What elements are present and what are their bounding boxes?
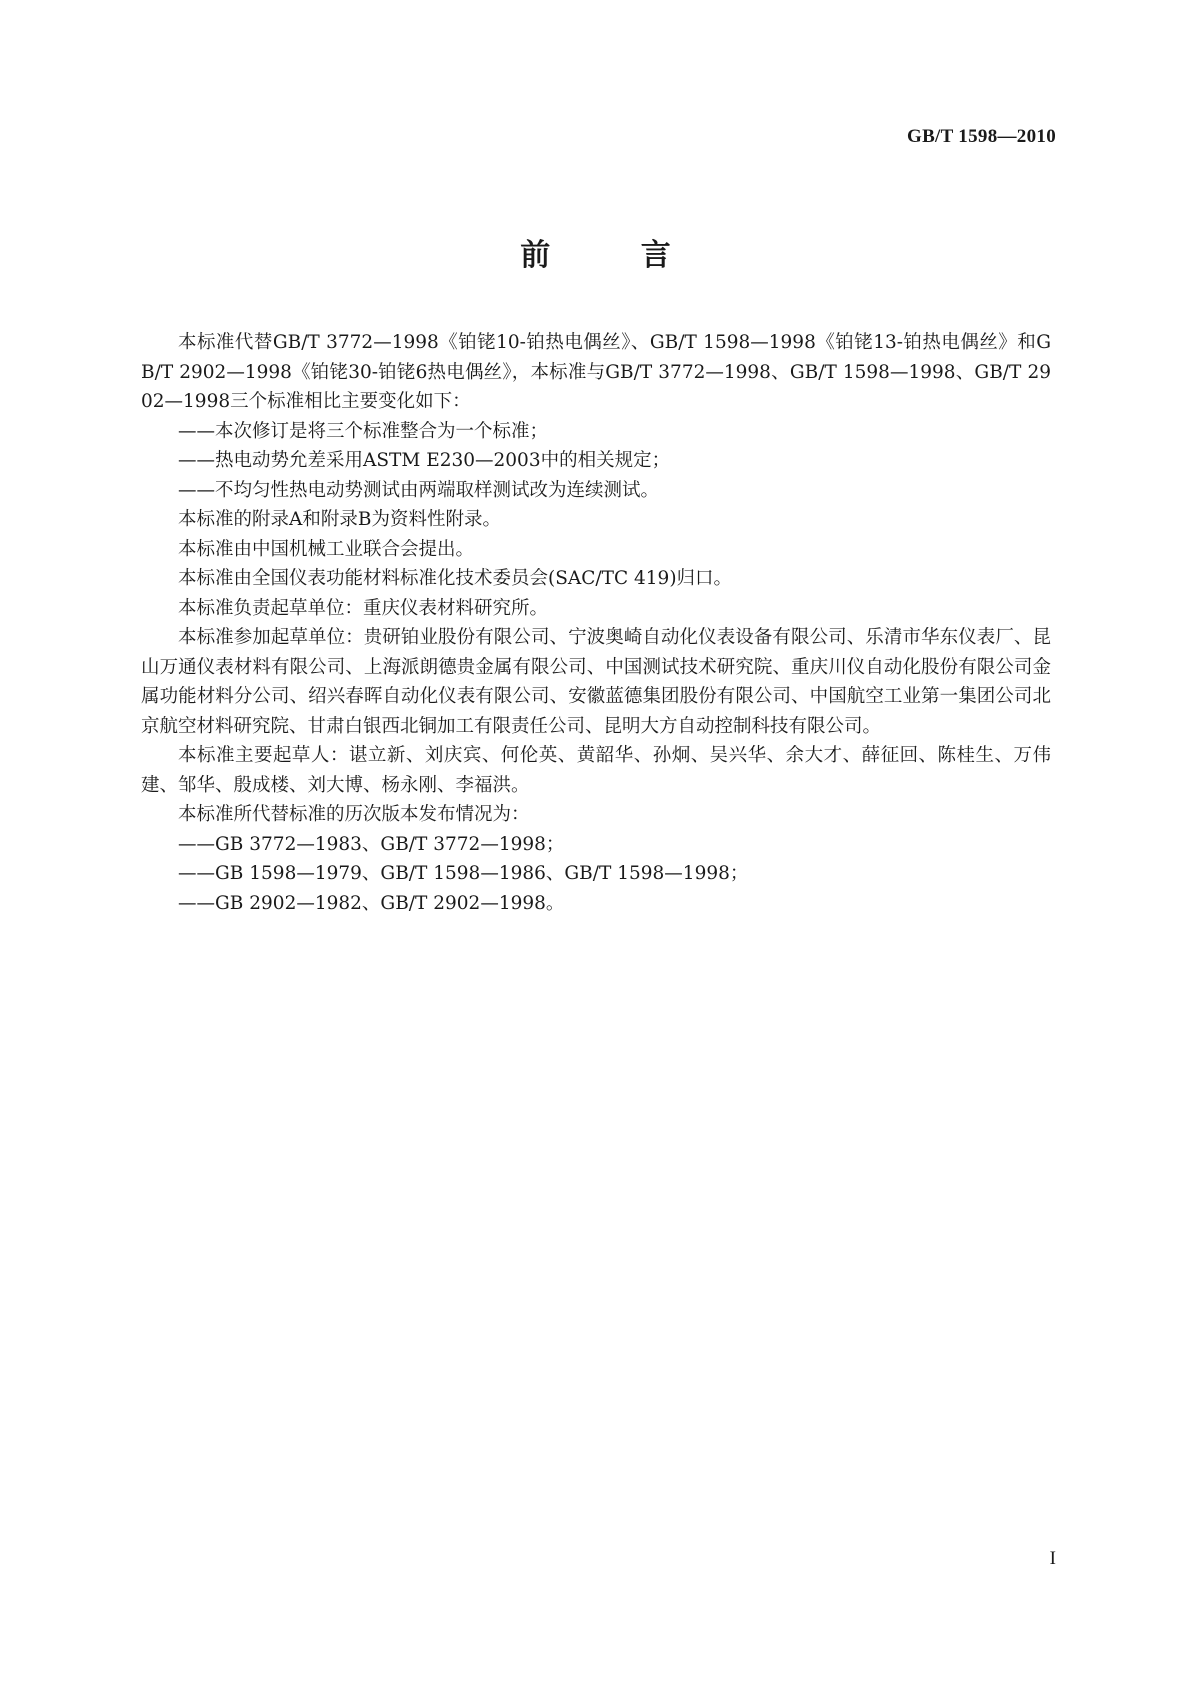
version-history-item-2902: ——GB 2902—1982、GB/T 2902—1998。 xyxy=(178,892,565,914)
paragraph-replacement-notice: 本标准代替GB/T 3772—1998《铂铑10-铂热电偶丝》、GB/T 1598—1998《铂铑13-铂热电偶丝》和GB/T 2902—1998《铂铑30-铂铑6热电偶丝》，本标准与GB/T 3772—1998、GB/T 1598—1998、GB/T 2902—1998三个标准相比主要变化如下： xyxy=(141,332,1051,412)
paragraph-lead-drafter: 本标准负责起草单位：重庆仪表材料研究所。 xyxy=(178,597,549,619)
change-item-merge: ——本次修订是将三个标准整合为一个标准； xyxy=(178,420,549,442)
change-item-inhomogeneity-test: ——不均匀性热电动势测试由两端取样测试改为连续测试。 xyxy=(178,479,660,501)
paragraph-main-drafters: 本标准主要起草人：谌立新、刘庆宾、何伦英、黄韶华、孙炯、吴兴华、余大才、薛征回、陈桂生、万伟建、邹华、殷成楼、刘大博、杨永刚、李福洪。 xyxy=(141,745,1051,796)
paragraph-annexes: 本标准的附录A和附录B为资料性附录。 xyxy=(178,509,501,530)
paragraph-participating-drafters: 本标准参加起草单位：贵研铂业股份有限公司、宁波奥崎自动化仪表设备有限公司、乐清市华东仪表厂、昆山万通仪表材料有限公司、上海派朗德贵金属有限公司、中国测试技术研究院、重庆川仪自动化股份有限公司金属功能材料分公司、绍兴春晖自动化仪表有限公司、安徽蓝德集团股份有限公司、中国航空工业第一集团公司北京航空材料研究院、甘肃白银西北铜加工有限责任公司、昆明大方自动控制科技有限公司。 xyxy=(141,627,1051,737)
change-item-emf-tolerance: ——热电动势允差采用ASTM E230—2003中的相关规定； xyxy=(178,450,671,471)
paragraph-version-history-intro: 本标准所代替标准的历次版本发布情况为： xyxy=(178,804,530,825)
version-history-item-1598: ——GB 1598—1979、GB/T 1598—1986、GB/T 1598—1998； xyxy=(178,863,749,884)
standard-number: GB/T 1598—2010 xyxy=(906,126,1056,147)
paragraph-technical-committee: 本标准由全国仪表功能材料标准化技术委员会(SAC/TC 419)归口。 xyxy=(178,568,733,589)
paragraph-proposer: 本标准由中国机械工业联合会提出。 xyxy=(178,538,475,560)
foreword-body xyxy=(141,328,1051,918)
page-number: I xyxy=(1049,1548,1056,1569)
version-history-item-3772: ——GB 3772—1983、GB/T 3772—1998； xyxy=(178,833,565,855)
page-title: 前 言 xyxy=(520,238,711,273)
